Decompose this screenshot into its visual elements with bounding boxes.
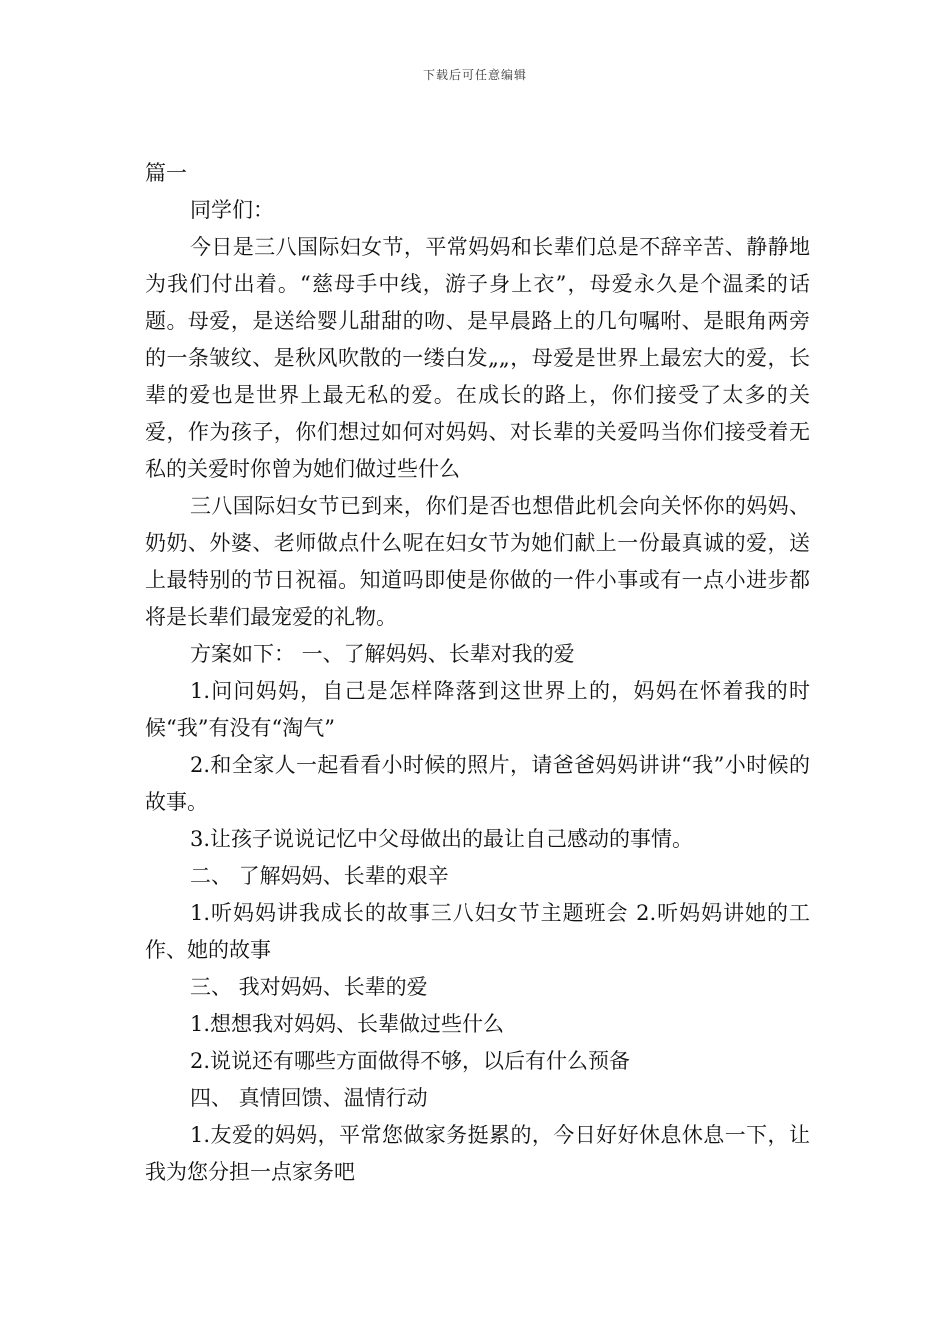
plan-heading: 方案如下： 一、了解妈妈、长辈对我的爱 [190,642,575,666]
section-heading: 二、 了解妈妈、长辈的艰辛 [190,864,449,888]
document-body [145,155,810,1191]
section-title: 篇一 [145,161,187,185]
paragraph: 三八国际妇女节已到来，你们是否也想借此机会向关怀你的妈妈、奶奶、外婆、老师做点什么呢在妇女节为她们献上一份最真诚的爱，送上最特别的节日祝福。知道吗即使是你做的一件小事或有一点小进步都将是长辈们最宠爱的礼物。 [145,494,810,629]
greeting: 同学们： [190,198,274,222]
list-item: 1.听妈妈讲我成长的故事三八妇女节主题班会 2.听妈妈讲她的工作、她的故事 [145,901,810,962]
section-heading: 三、 我对妈妈、长辈的爱 [190,975,428,999]
list-item: 1.想想我对妈妈、长辈做过些什么 [190,1012,505,1036]
list-item: 1.问问妈妈，自己是怎样降落到这世界上的，妈妈在怀着我的时候“我”有没有“淘气” [145,679,810,740]
paragraph: 今日是三八国际妇女节，平常妈妈和长辈们总是不辞辛苦、静静地为我们付出着。“慈母手中线，游子身上衣”，母爱永久是个温柔的话题。母爱，是送给婴儿甜甜的吻、是早晨路上的几句嘱咐、是眼角两旁的一条皱纹、是秋风吹散的一缕白发„„，母爱是世界上最宏大的爱，长辈的爱也是世界上最无私的爱。在成长的路上，你们接受了太多的关爱，作为孩子，你们想过如何对妈妈、对长辈的关爱吗当你们接受着无私的关爱时你曾为她们做过些什么 [145,235,810,481]
list-item: 2.说说还有哪些方面做得不够，以后有什么预备 [190,1049,631,1073]
list-item: 1.友爱的妈妈，平常您做家务挺累的，今日好好休息休息一下，让我为您分担一点家务吧 [145,1123,810,1184]
list-item: 2.和全家人一起看看小时候的照片，请爸爸妈妈讲讲“我”小时候的故事。 [145,753,810,814]
section-heading: 四、 真情回馈、温情行动 [190,1086,428,1110]
list-item: 3.让孩子说说记忆中父母做出的最让自己感动的事情。 [190,827,694,851]
page-header: 下载后可任意编辑 [422,68,527,82]
